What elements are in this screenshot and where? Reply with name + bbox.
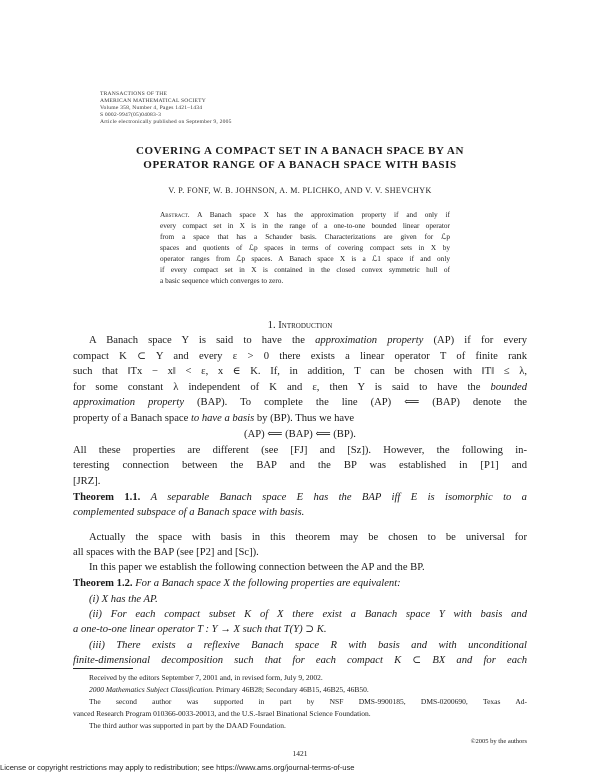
text-line: Actually the space with basis in this theorem may be chosen to be universal for xyxy=(89,532,527,543)
abstract-line: operator ranges from ℒp spaces. A Banach space X is a ℒ1 space if and only xyxy=(160,254,450,263)
issn-info: S 0002-9947(05)04083-3 xyxy=(100,112,162,118)
theorem-line: a one-to-one linear operator T : Y → X such that T(Y) ⊃ K. xyxy=(73,624,327,635)
text-line: property of a Banach space to have a basis by (BP). Thus we have xyxy=(73,413,355,424)
theorem-item: (i) X has the AP. xyxy=(89,594,158,605)
theorem-line: complemented subspace of a Banach space with basis. xyxy=(73,507,305,518)
text-line: approximation property (BAP). To complete the line (AP) ⟸ (BAP) denote the xyxy=(73,397,527,408)
copyright: ©2005 by the authors xyxy=(470,738,527,745)
footnote-rule xyxy=(73,668,133,669)
abstract-line: from a space that has a Schauder basis. Characterizations are given for ℒp xyxy=(160,232,450,241)
display-equation: (AP) ⟸ (BAP) ⟸ (BP). xyxy=(244,429,356,440)
funding-note: vanced Research Program 010366-0033-20013, and the U.S.-Israel Binational Science Foundation. xyxy=(73,709,371,718)
page-number: 1421 xyxy=(292,749,308,758)
title-line: OPERATOR RANGE OF A BANACH SPACE WITH BASIS xyxy=(143,159,457,171)
abstract-line: every compact set in X is in the range of a one-to-one bounded linear operator xyxy=(160,221,450,230)
abstract-line: spaces and quotients of ℒp spaces in terms of covering compact sets in X by xyxy=(160,243,450,252)
text-line: such that ‖Tx − x‖ < ε, x ∈ K. If, in addition, T can be chosen with ‖T‖ ≤ λ, xyxy=(73,366,527,377)
text-line: All these properties are different (see [FJ] and [Sz]). However, the following in- xyxy=(73,445,527,456)
abstract-line: if every compact set in X is contained in the closed convex symmetric hull of xyxy=(160,265,450,274)
received-dates: Received by the editors September 7, 2001 and, in revised form, July 9, 2002. xyxy=(89,673,323,682)
text-line: compact K ⊂ Y and every ε > 0 there exists a linear operator T of finite rank xyxy=(73,351,527,362)
publication-date: Article electronically published on September 9, 2005 xyxy=(100,119,232,125)
text-line: teresting connection between the BAP and the BP was established in [P1] and xyxy=(73,460,527,471)
abstract-line: a basic sequence which converges to zero. xyxy=(160,276,284,285)
theorem-line: Theorem 1.1. A separable Banach space E has the BAP iff E is isomorphic to a xyxy=(73,492,527,503)
funding-note: The second author was supported in part by NSF DMS-9900185, DMS-0200690, Texas Ad- xyxy=(89,697,527,706)
text-line: In this paper we establish the following connection between the AP and the BP. xyxy=(89,562,425,573)
abstract-line: Abstract. A Banach space X has the approximation property if and only if xyxy=(160,210,450,219)
journal-name-line2: AMERICAN MATHEMATICAL SOCIETY xyxy=(100,98,206,104)
journal-name-line1: TRANSACTIONS OF THE xyxy=(100,91,168,97)
theorem-item: (iii) There exists a reflexive Banach space R with basis and with unconditional xyxy=(89,640,527,651)
text-line: A Banach space Y is said to have the approximation property (AP) if for every xyxy=(89,335,527,346)
msc-classification: 2000 Mathematics Subject Classification. Primary 46B28; Secondary 46B15, 46B25, 46B50. xyxy=(89,685,369,694)
theorem-label: Theorem 1.2. xyxy=(73,578,133,589)
theorem-label: Theorem 1.1. xyxy=(73,492,141,503)
theorem-line: Theorem 1.2. For a Banach space X the following properties are equivalent: xyxy=(73,578,401,589)
abstract-label: Abstract. xyxy=(160,210,190,219)
section-heading: 1. Introduction xyxy=(267,320,333,331)
authors: V. P. FONF, W. B. JOHNSON, A. M. PLICHKO, AND V. V. SHEVCHYK xyxy=(168,186,432,195)
paper-title xyxy=(73,144,527,172)
title-line: COVERING A COMPACT SET IN A BANACH SPACE BY AN xyxy=(135,145,464,157)
text-line: all spaces with the BAP (see [P2] and [Sc]). xyxy=(73,547,259,558)
license-notice: License or copyright restrictions may apply to redistribution; see https://www.ams.org/journal-terms-of-use xyxy=(0,763,355,772)
theorem-item: (ii) For each compact subset K of X there exist a Banach space Y with basis and xyxy=(89,609,527,620)
text-line: for some constant λ independent of K and ε, then Y is said to have the bounded xyxy=(73,382,527,393)
funding-note: The third author was supported in part by the DAAD Foundation. xyxy=(89,721,286,730)
theorem-line: finite-dimensional decomposition such that for each compact K ⊂ BX and for each xyxy=(73,655,527,666)
text-line: [JRZ]. xyxy=(73,476,101,487)
volume-info: Volume 358, Number 4, Pages 1421–1434 xyxy=(100,105,203,111)
